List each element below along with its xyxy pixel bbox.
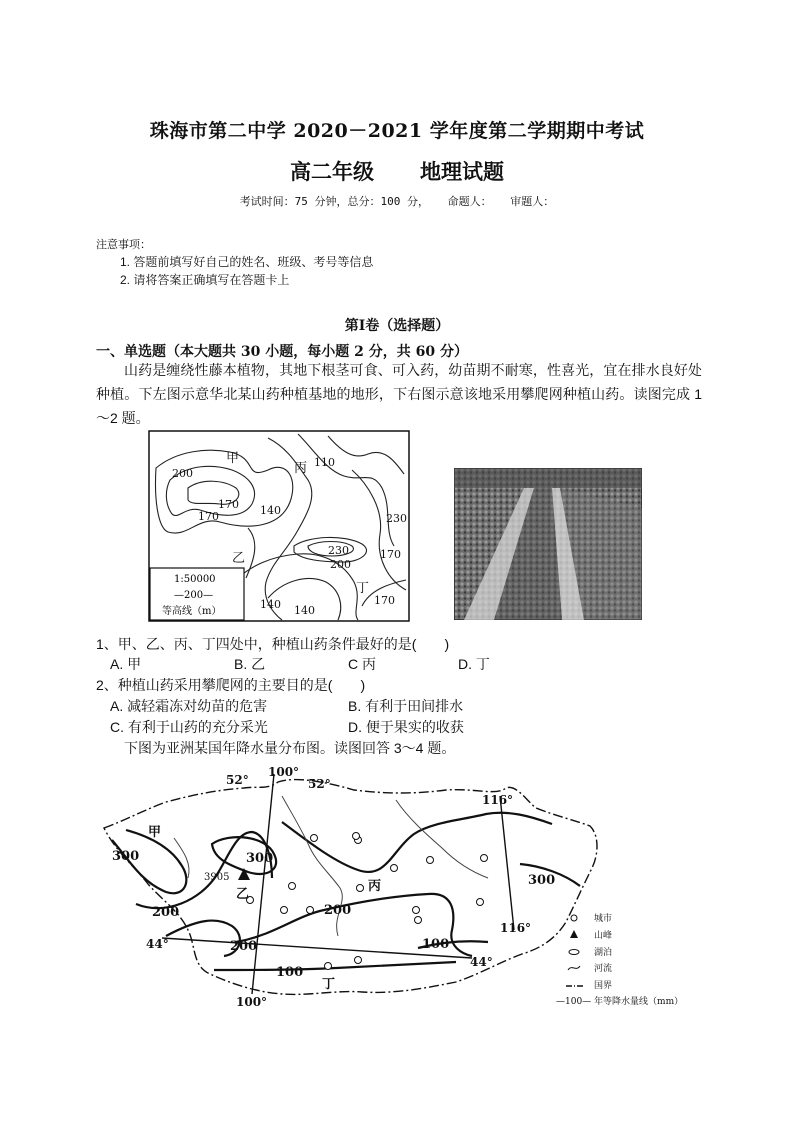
coord-label: 100° bbox=[236, 995, 268, 1009]
isohyet-value: 200 bbox=[230, 939, 258, 954]
note-item: 1. 答题前填写好自己的姓名、班级、考号等信息 bbox=[120, 255, 374, 269]
legend-peak: 山峰 bbox=[594, 931, 613, 941]
legend-caption: 等高线（m） bbox=[162, 606, 222, 617]
contour-value: 140 bbox=[260, 504, 281, 517]
contour-value: 170 bbox=[198, 510, 219, 523]
contour-value: 230 bbox=[328, 544, 349, 557]
legend-lake: 湖泊 bbox=[594, 948, 613, 958]
contour-value: 170 bbox=[374, 594, 395, 607]
contour-value: 170 bbox=[218, 498, 239, 511]
exam-time: 考试时间：75 分钟，总分：100 分， bbox=[239, 195, 430, 208]
site-label-ding: 丁 bbox=[356, 581, 370, 596]
climbing-net-photo bbox=[454, 468, 642, 620]
coordinate-labels bbox=[146, 765, 531, 1009]
isohyet-value: 200 bbox=[152, 905, 180, 920]
contour-value: 110 bbox=[314, 456, 335, 469]
contour-value: 140 bbox=[294, 604, 315, 617]
exam-subtitle bbox=[0, 156, 794, 186]
river-icon bbox=[568, 966, 580, 970]
peak-icon bbox=[570, 930, 578, 938]
exam-reviewer: 审题人： bbox=[510, 195, 555, 208]
legend-isohyet: —100— 年等降水量线（mm） bbox=[556, 997, 684, 1007]
isohyet-value: 300 bbox=[528, 873, 556, 888]
subject-label: 地理试题 bbox=[420, 159, 504, 184]
q1-option-b[interactable]: B. 乙 bbox=[234, 656, 266, 672]
q2-option-d[interactable]: D. 便于果实的收获 bbox=[348, 719, 464, 735]
coord-label: 52° bbox=[308, 777, 331, 791]
site-label-yi: 乙 bbox=[232, 551, 246, 566]
contour-map bbox=[148, 430, 410, 622]
exam-title: 珠海市第二中学 2020－2021 学年度第二学期期中考试 bbox=[149, 120, 645, 142]
contour-value: 140 bbox=[260, 598, 281, 611]
precipitation-map bbox=[96, 760, 700, 1010]
contour-value: 170 bbox=[380, 548, 401, 561]
longitude-latitude-lines bbox=[162, 774, 514, 994]
legend-city: 城市 bbox=[594, 914, 613, 924]
isohyet-value: 100 bbox=[276, 965, 304, 980]
contour-value: 200 bbox=[172, 467, 193, 480]
map-legend bbox=[150, 568, 244, 620]
site-label-bing: 丙 bbox=[294, 461, 308, 476]
place-label-yi: 乙 bbox=[236, 887, 250, 902]
coord-label: 116° bbox=[500, 921, 532, 935]
q2-option-b[interactable]: B. 有利于田间排水 bbox=[348, 698, 464, 714]
isohyet-value: 300 bbox=[246, 851, 274, 866]
section-subtitle: 一、单选题（本大题共 30 小题，每小题 2 分，共 60 分） bbox=[96, 344, 468, 360]
site-label-jia: 甲 bbox=[226, 451, 240, 466]
q2-option-a[interactable]: A. 减轻霜冻对幼苗的危害 bbox=[110, 698, 268, 714]
place-label-ding: 丁 bbox=[322, 977, 336, 992]
isohyet-value: 100 bbox=[422, 937, 450, 952]
q1-option-d[interactable]: D. 丁 bbox=[458, 656, 490, 672]
map2-legend bbox=[556, 912, 683, 1007]
coord-label: 100° bbox=[268, 765, 300, 779]
q1-option-a[interactable]: A. 甲 bbox=[110, 656, 142, 672]
coord-label: 44° bbox=[470, 955, 493, 969]
isohyet-value: 200 bbox=[324, 903, 352, 918]
legend-river: 河流 bbox=[594, 964, 613, 974]
peak-elevation: 3905 bbox=[204, 872, 230, 883]
exam-info bbox=[0, 193, 794, 209]
legend-sample: —200— bbox=[174, 590, 214, 601]
exam-setter: 命题人： bbox=[447, 195, 492, 208]
question-1-stem: 1、甲、乙、丙、丁四处中，种植山药条件最好的是( ) bbox=[96, 636, 450, 652]
place-label-jia: 甲 bbox=[148, 825, 162, 840]
passage-1: 山药是缠绕性藤本植物，其地下根茎可食、可入药，幼苗期不耐寒，性喜光，宜在排水良好处种植。下左图示意华北某山药种植基地的地形，下右图示意该地采用攀爬网种植山药。读图完成 1～2 题。 bbox=[96, 362, 702, 426]
question-2-stem: 2、种植山药采用攀爬网的主要目的是( ) bbox=[96, 677, 366, 693]
q1-option-c[interactable]: C 丙 bbox=[348, 656, 376, 672]
q2-option-c[interactable]: C. 有利于山药的充分采光 bbox=[110, 719, 268, 735]
place-label-bing: 丙 bbox=[368, 879, 382, 894]
coord-label: 116° bbox=[482, 793, 514, 807]
isohyet-value: 300 bbox=[112, 849, 140, 864]
notes-heading: 注意事项： bbox=[96, 238, 151, 251]
coord-label: 44° bbox=[146, 937, 169, 951]
country-border bbox=[104, 780, 597, 995]
section-title: 第Ⅰ卷（选择题） bbox=[344, 318, 450, 334]
grade-label: 高二年级 bbox=[290, 159, 374, 184]
city-icon bbox=[571, 915, 577, 921]
contour-value: 230 bbox=[386, 512, 407, 525]
passage-2: 下图为亚洲某国年降水量分布图。读图回答 3～4 题。 bbox=[124, 740, 456, 756]
legend-border: 国界 bbox=[594, 981, 613, 991]
coord-label: 52° bbox=[226, 773, 249, 787]
lake-icon bbox=[569, 950, 579, 955]
map-scale: 1:50000 bbox=[174, 574, 216, 585]
contour-value: 200 bbox=[330, 558, 351, 571]
note-item: 2. 请将答案正确填写在答题卡上 bbox=[120, 273, 290, 287]
